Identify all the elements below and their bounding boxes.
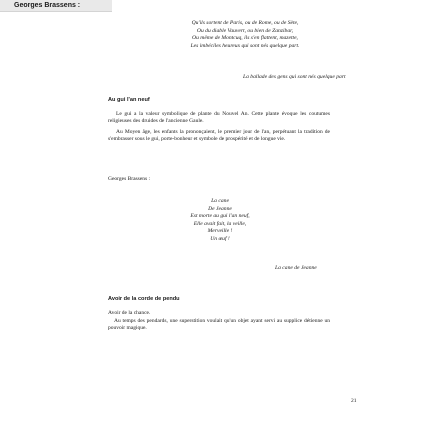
poem-line: De Jeanne (208, 205, 232, 212)
poem-line: La cane (211, 198, 229, 204)
paragraph: Au Moyen âge, les enfants la prononçaient, le premier jour de l'an, perpétuant la tradition de s'embrasser sous le gui, porte-bonheur et symbole de prospérité et de longue vie. (108, 129, 330, 143)
paragraph-lead: Avoir de la chance. (108, 310, 151, 316)
poem-line: Ou même de Montcuq, ils s'en flattent, mazette, (192, 35, 298, 41)
paragraph: Au temps des pendards, une superstition voulait qu'un objet ayant servi au supplice détienne un pouvoir magique. (108, 318, 330, 332)
section-heading: Au gui l'an neuf (108, 97, 150, 103)
paragraph: Le gui a la valeur symbolique de plante du Nouvel An. Cette plante évoque les coutumes religieuses des druides de l'ancienne Gaule. (108, 111, 330, 125)
poem-line: Ou du diable Vauvert, ou bien de Zanzibar, (196, 27, 294, 34)
poem-citation: La ballade des gens qui sont nés quelque part (243, 74, 346, 80)
poem-opening (110, 20, 380, 50)
poem-line: Elle avait fait, la veille, (193, 220, 247, 227)
page-number: 21 (351, 398, 357, 404)
poem-line: Les imbéciles heureux qui sont nés quelque part. (190, 42, 300, 49)
poem-citation: La cane de Jeanne (275, 265, 317, 271)
poem-line: Qu'ils sortent de Paris, ou de Rome, ou de Sète, (191, 20, 299, 26)
poem-line: Un œuf ! (210, 235, 230, 242)
poem-song (150, 198, 290, 243)
poem-line: Merveille ! (207, 228, 233, 234)
poem-line: Est morte au gui l'an neuf, (190, 213, 250, 219)
poem-author: Georges Brassens : (108, 176, 151, 182)
header-title: Georges Brassens : (0, 0, 112, 12)
section-heading: Avoir de la corde de pendu (108, 296, 180, 302)
